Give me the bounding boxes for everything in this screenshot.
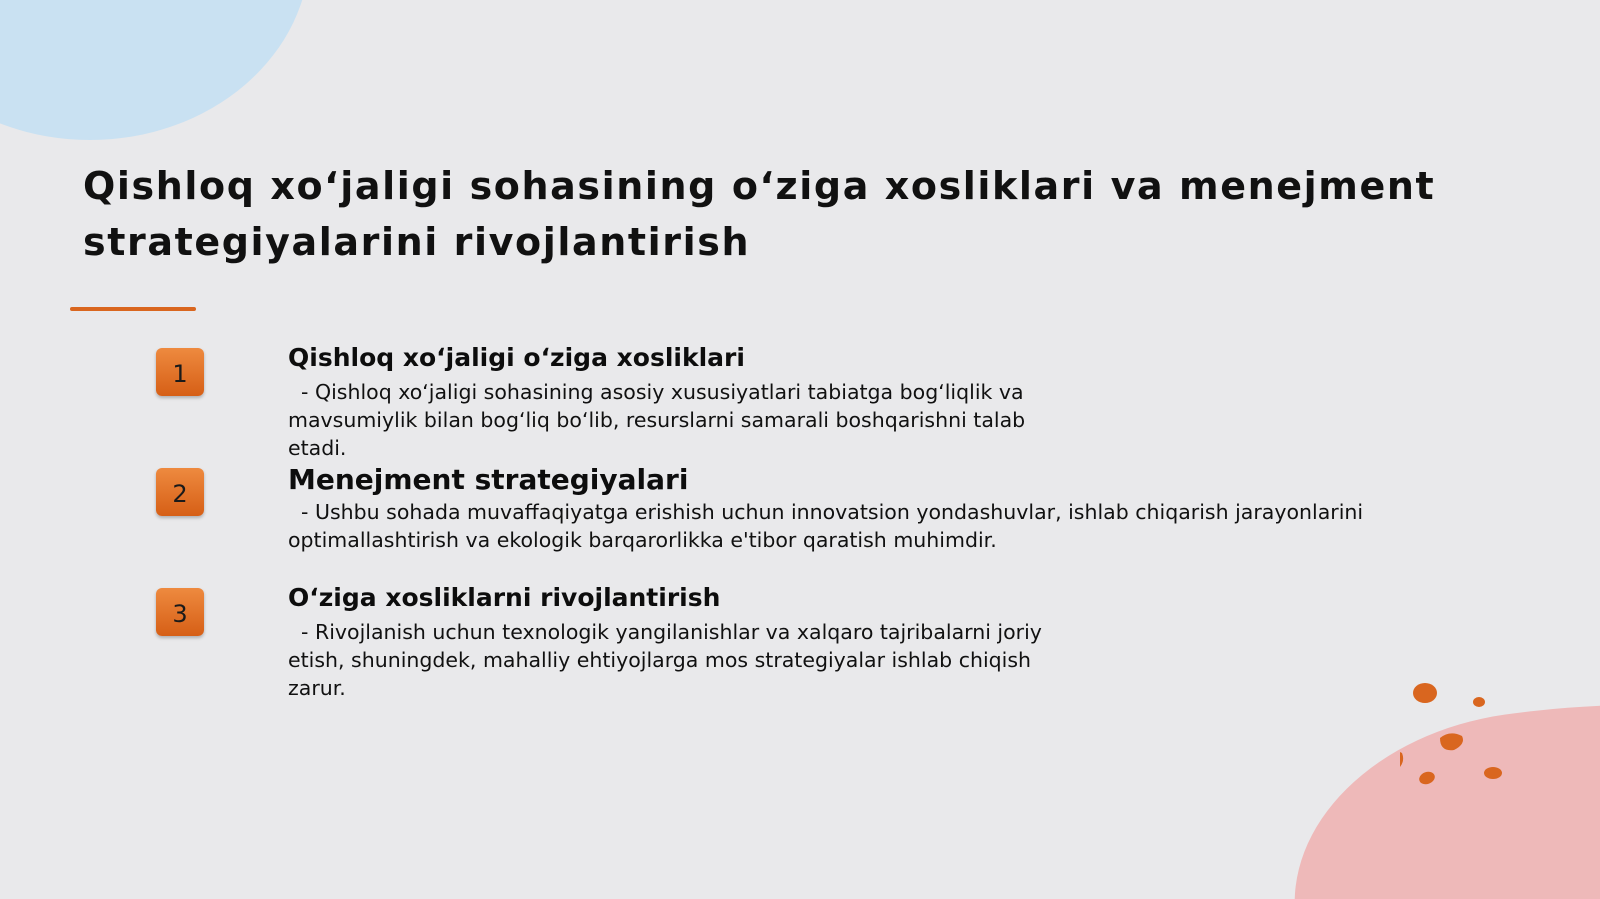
title-underline bbox=[70, 307, 196, 311]
item-body-2: - Ushbu sohada muvaffaqiyatga erishish uchun innovatsion yondashuvlar, ishlab chiqarish jarayonlarini optimallashtirish va ekologik barqarorlikka e'tibor qaratish muhimdir. bbox=[288, 500, 1364, 552]
number-badge-1: 1 bbox=[156, 348, 204, 396]
item-heading-3: Oʻziga xosliklarni rivojlantirish bbox=[288, 583, 721, 612]
number-badge-3: 3 bbox=[156, 588, 204, 636]
slide-title: Qishloq xoʻjaligi sohasining oʻziga xosliklari va menejment strategiyalarini rivojlantirish bbox=[83, 164, 1436, 264]
number-badge-2: 2 bbox=[156, 468, 204, 516]
decorative-blue-blob bbox=[0, 0, 310, 140]
item-body-1: - Qishloq xoʻjaligi sohasining asosiy xususiyatlari tabiatga bogʻliqlik va mavsumiylik bilan bogʻliq boʻlib, resurslarni samarali boshqarishni talab etadi. bbox=[288, 380, 1026, 460]
item-body-3: - Rivojlanish uchun texnologik yangilanishlar va xalqaro tajribalarni joriy etish, shuningdek, mahalliy ehtiyojlarga mos strategiyalar ishlab chiqish zarur. bbox=[288, 620, 1042, 700]
item-heading-1: Qishloq xoʻjaligi oʻziga xosliklari bbox=[288, 343, 745, 372]
decorative-paint-dots bbox=[1400, 675, 1540, 795]
item-heading-2: Menejment strategiyalari bbox=[288, 463, 689, 496]
